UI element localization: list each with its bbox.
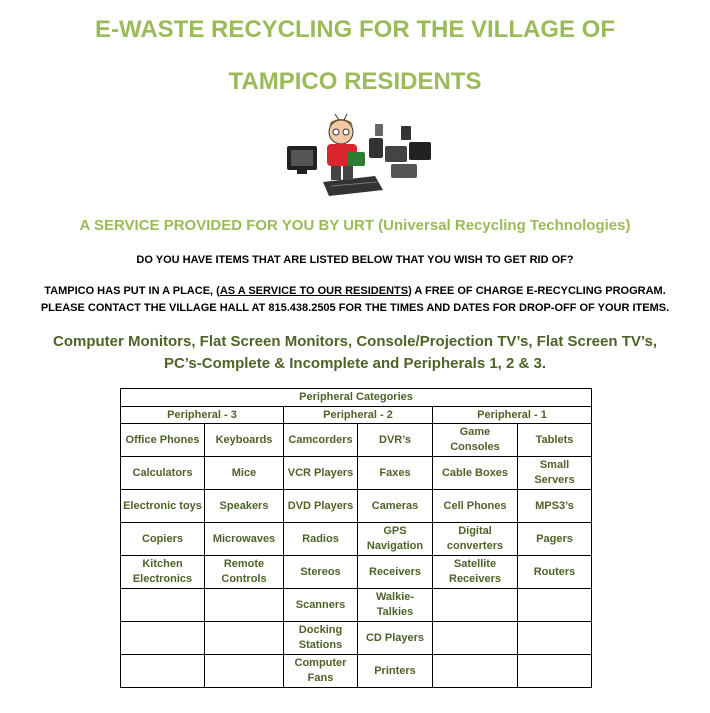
- table-cell: Pagers: [518, 523, 592, 556]
- peripheral-categories-table: [120, 388, 592, 688]
- table-cell: GPS Navigation: [358, 523, 433, 556]
- table-cell: Remote Controls: [205, 556, 284, 589]
- table-cell: VCR Players: [284, 457, 358, 490]
- table-cell: [518, 589, 592, 622]
- table-cell: Mice: [205, 457, 284, 490]
- table-cell: Stereos: [284, 556, 358, 589]
- group-header: Peripheral - 3: [121, 407, 284, 424]
- table-cell: DVR’s: [358, 424, 433, 457]
- table-cell: Digital converters: [433, 523, 518, 556]
- table-cell: Printers: [358, 655, 433, 688]
- table-cell: [205, 655, 284, 688]
- table-cell: Electronic toys: [121, 490, 205, 523]
- table-cell: Kitchen Electronics: [121, 556, 205, 589]
- monitor-icon: [287, 146, 317, 174]
- table-cell: Game Consoles: [433, 424, 518, 457]
- service-subtitle: A SERVICE PROVIDED FOR YOU BY URT (Universal Recycling Technologies): [79, 217, 631, 234]
- program-prefix: TAMPICO HAS PUT IN A PLACE, (: [44, 285, 220, 297]
- table-row: [121, 622, 592, 655]
- table-cell: MPS3’s: [518, 490, 592, 523]
- table-row: [121, 424, 592, 457]
- table-cell: [433, 655, 518, 688]
- table-cell: [121, 589, 205, 622]
- table-row: [121, 490, 592, 523]
- table-row: [121, 655, 592, 688]
- title-line-2: TAMPICO RESIDENTS: [228, 68, 482, 95]
- table-cell: [518, 655, 592, 688]
- table-cell: [518, 622, 592, 655]
- table-cell: Walkie-Talkies: [358, 589, 433, 622]
- table-cell: Cameras: [358, 490, 433, 523]
- table-cell: Receivers: [358, 556, 433, 589]
- table-header: Peripheral Categories: [121, 389, 592, 407]
- table-cell: [433, 622, 518, 655]
- table-cell: Scanners: [284, 589, 358, 622]
- table-cell: [433, 589, 518, 622]
- items-list-line-1: Computer Monitors, Flat Screen Monitors, Console/Projection TV’s, Flat Screen TV’s,: [53, 333, 657, 350]
- group-header: Peripheral - 2: [284, 407, 433, 424]
- table-cell: Radios: [284, 523, 358, 556]
- table-cell: Faxes: [358, 457, 433, 490]
- table-cell: CD Players: [358, 622, 433, 655]
- table-row: [121, 556, 592, 589]
- table-cell: Copiers: [121, 523, 205, 556]
- table-cell: Keyboards: [205, 424, 284, 457]
- table-cell: Routers: [518, 556, 592, 589]
- program-underlined: AS A SERVICE TO OUR RESIDENTS: [219, 285, 409, 297]
- table-cell: [121, 655, 205, 688]
- table-cell: Office Phones: [121, 424, 205, 457]
- table-cell: Satellite Receivers: [433, 556, 518, 589]
- table-cell: Cell Phones: [433, 490, 518, 523]
- question-text: DO YOU HAVE ITEMS THAT ARE LISTED BELOW THAT YOU WISH TO GET RID OF?: [136, 254, 574, 266]
- program-line-2: PLEASE CONTACT THE VILLAGE HALL AT 815.438.2505 FOR THE TIMES AND DATES FOR DROP-OFF OF YOUR ITEMS.: [40, 302, 670, 314]
- table-cell: Speakers: [205, 490, 284, 523]
- items-list-line-2: PC’s-Complete & Incomplete and Peripherals 1, 2 & 3.: [163, 355, 547, 372]
- table-cell: Calculators: [121, 457, 205, 490]
- table-cell: Docking Stations: [284, 622, 358, 655]
- table-cell: [121, 622, 205, 655]
- electronics-pile-icon: [369, 124, 431, 178]
- table-cell: Camcorders: [284, 424, 358, 457]
- table-cell: [205, 589, 284, 622]
- kid-figure-icon: [327, 114, 365, 180]
- table-row: [121, 589, 592, 622]
- table-row: [121, 457, 592, 490]
- table-cell: Tablets: [518, 424, 592, 457]
- table-cell: Small Servers: [518, 457, 592, 490]
- table-row: [121, 523, 592, 556]
- program-line-1: [0, 285, 710, 297]
- table-cell: DVD Players: [284, 490, 358, 523]
- group-header: Peripheral - 1: [433, 407, 592, 424]
- program-suffix: ) A FREE OF CHARGE E-RECYCLING PROGRAM.: [408, 285, 666, 297]
- table-cell: [205, 622, 284, 655]
- recycling-kid-electronics-clipart: [283, 112, 435, 198]
- table-cell: Microwaves: [205, 523, 284, 556]
- table-cell: Cable Boxes: [433, 457, 518, 490]
- title-line-1: E-WASTE RECYCLING FOR THE VILLAGE OF: [94, 16, 615, 43]
- table-cell: Computer Fans: [284, 655, 358, 688]
